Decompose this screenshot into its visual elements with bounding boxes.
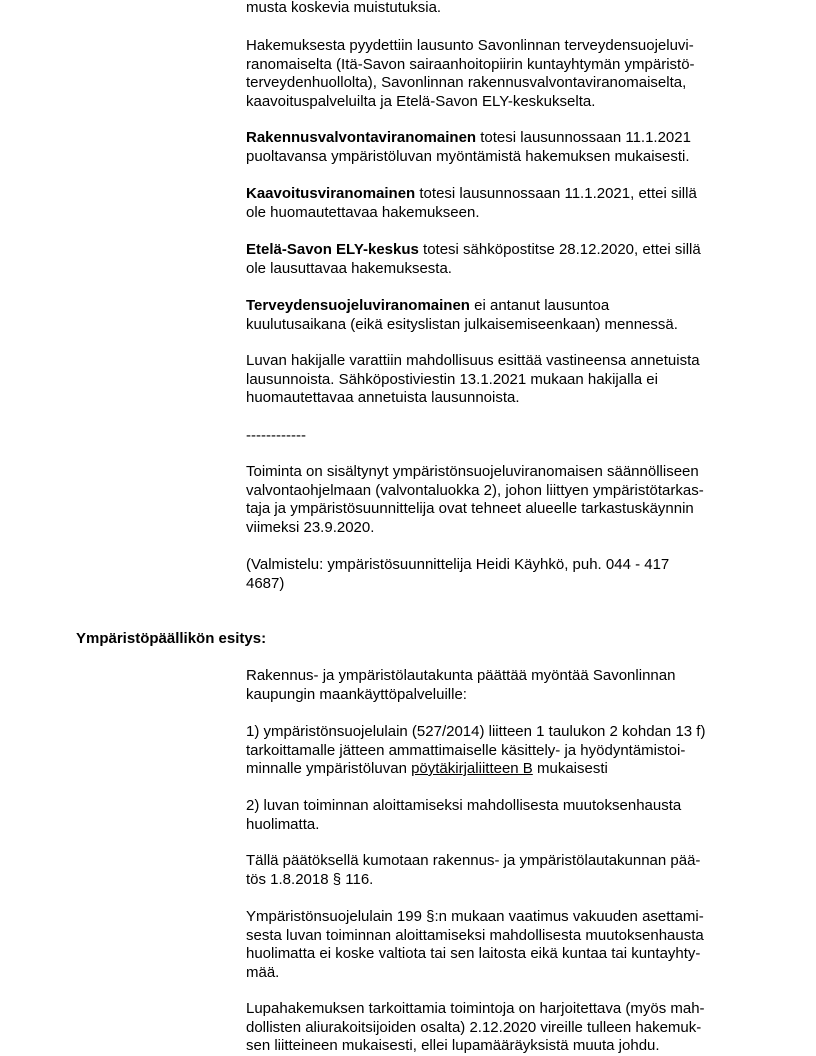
authority-name: Terveydensuojeluviranomainen <box>246 297 470 314</box>
text-line: valvontaohjelmaan (valvontaluokka 2), johon liittyen ympäristötarkas- <box>246 481 704 499</box>
text-line: tös 1.8.2018 § 116. <box>246 870 374 888</box>
text-line: huomautettavaa annetuista lausunnoista. <box>246 389 520 406</box>
paragraph-decision-intro <box>246 667 746 704</box>
text-line: Toiminta on sisältynyt ympäristönsuojeluviranomaisen säännölliseen <box>246 463 699 480</box>
text-fragment: totesi lausunnossaan 11.1.2021, ettei sillä <box>415 185 697 202</box>
text-line: tarkoittamalle jätteen ammattimaiselle käsittely- ja hyödyntämistoi- <box>246 741 686 759</box>
text-line: ranomaiselta (Itä-Savon sairaanhoitopiirin kuntayhtymän ympäristö- <box>246 55 695 73</box>
text-fragment: minnalle ympäristöluvan <box>246 760 412 777</box>
text-line: Rakennus- ja ympäristölautakunta päättää myöntää Savonlinnan <box>246 667 676 684</box>
text-line: ole huomautettavaa hakemukseen. <box>246 203 480 221</box>
paragraph-preparer <box>246 556 746 593</box>
text-line: Hakemuksesta pyydettiin lausunto Savonlinnan terveydensuojeluvi- <box>246 37 694 54</box>
proposal-heading: Ympäristöpäällikön esitys: <box>76 630 267 647</box>
text-fragment: totesi sähköpostitse 28.12.2020, ettei sillä <box>418 241 701 258</box>
text-line: lausunnoista. Sähköpostiviestin 13.1.2021 mukaan hakijalla ei <box>246 370 658 388</box>
text-line: ole lausuttavaa hakemuksesta. <box>246 259 452 277</box>
text-line: terveydenhuollolta), Savonlinnan rakennusvalvontaviranomaiselta, <box>246 74 687 91</box>
text-line: viimeksi 23.9.2020. <box>246 518 375 536</box>
text-line: Tällä päätöksellä kumotaan rakennus- ja ympäristölautakunnan pää- <box>246 852 701 869</box>
paragraph-objections-end <box>246 0 746 18</box>
text-line: (Valmistelu: ympäristösuunnittelija Heidi Käyhkö, puh. 044 - 417 <box>246 556 670 573</box>
text-line: huolimatta ei koske valtiota tai sen laitosta eikä kuntaa tai kuntayhty- <box>246 945 701 962</box>
text-line: kaavoituspalveluilta ja Etelä-Savon ELY-keskukselta. <box>246 92 596 110</box>
paragraph-statements-requested <box>246 37 746 111</box>
text-line: 1) ympäristönsuojelulain (527/2014) liitteen 1 taulukon 2 kohdan 13 f) <box>246 723 706 740</box>
text-line <box>246 241 746 260</box>
separator-text: ------------ <box>246 427 306 444</box>
paragraph-operations-compliance <box>246 1000 746 1056</box>
text-line: kaupungin maankäyttöpalveluille: <box>246 685 467 703</box>
paragraph-security-deposit <box>246 908 746 982</box>
paragraph-revocation <box>246 852 746 889</box>
text-line: taja ja ympäristösuunnittelija ovat tehneet alueelle tarkastuskäynnin <box>246 500 694 517</box>
text-fragment: totesi lausunnossaan 11.1.2021 <box>476 129 691 146</box>
text-line: sesta luvan toiminnan aloittamiseksi mahdollisesta muutoksenhausta <box>246 926 704 944</box>
authority-name: Kaavoitusviranomainen <box>246 185 416 202</box>
text-fragment: mukaisesti <box>532 760 608 777</box>
text-line: kuulutusaikana (eikä esityslistan julkaisemiseenkaan) mennessä. <box>246 315 678 333</box>
text-line: 2) luvan toiminnan aloittamiseksi mahdollisesta muutoksenhausta <box>246 797 682 814</box>
text-line <box>246 129 746 148</box>
text-line: musta koskevia muistutuksia. <box>246 0 442 16</box>
paragraph-zoning <box>246 185 746 222</box>
paragraph-health-protection <box>246 297 746 334</box>
text-line: Luvan hakijalle varattiin mahdollisuus esittää vastineensa annetuista <box>246 352 700 369</box>
paragraph-ely-centre <box>246 241 746 278</box>
text-line <box>246 760 746 779</box>
paragraph-decision-item-2 <box>246 797 746 834</box>
text-line <box>246 185 746 204</box>
separator <box>246 427 746 446</box>
authority-name: Etelä-Savon ELY-keskus <box>246 241 419 258</box>
text-line: puoltavansa ympäristöluvan myöntämistä hakemuksen mukaisesti. <box>246 147 690 165</box>
text-line: dollisten aliurakoitsijoiden osalta) 2.12.2020 vireille tulleen hakemuk- <box>246 1018 702 1036</box>
paragraph-building-control <box>246 129 746 166</box>
authority-name: Rakennusvalvontaviranomainen <box>246 129 477 146</box>
text-line: mää. <box>246 963 280 981</box>
appendix-b-link[interactable]: pöytäkirjaliitteen B <box>411 760 533 777</box>
paragraph-applicant-response <box>246 352 746 408</box>
paragraph-decision-item-1 <box>246 723 746 779</box>
text-line: Ympäristönsuojelulain 199 §:n mukaan vaatimus vakuuden asettami- <box>246 908 704 925</box>
text-line: 4687) <box>246 574 285 592</box>
text-fragment: ei antanut lausuntoa <box>469 297 610 314</box>
text-line: huolimatta. <box>246 815 320 833</box>
paragraph-supervision <box>246 463 746 537</box>
text-line: sen liitteineen mukaisesti, ellei lupamääräyksistä muuta johdu. <box>246 1037 660 1054</box>
text-line: Lupahakemuksen tarkoittamia toimintoja on harjoitettava (myös mah- <box>246 1000 705 1017</box>
text-line <box>246 297 746 316</box>
